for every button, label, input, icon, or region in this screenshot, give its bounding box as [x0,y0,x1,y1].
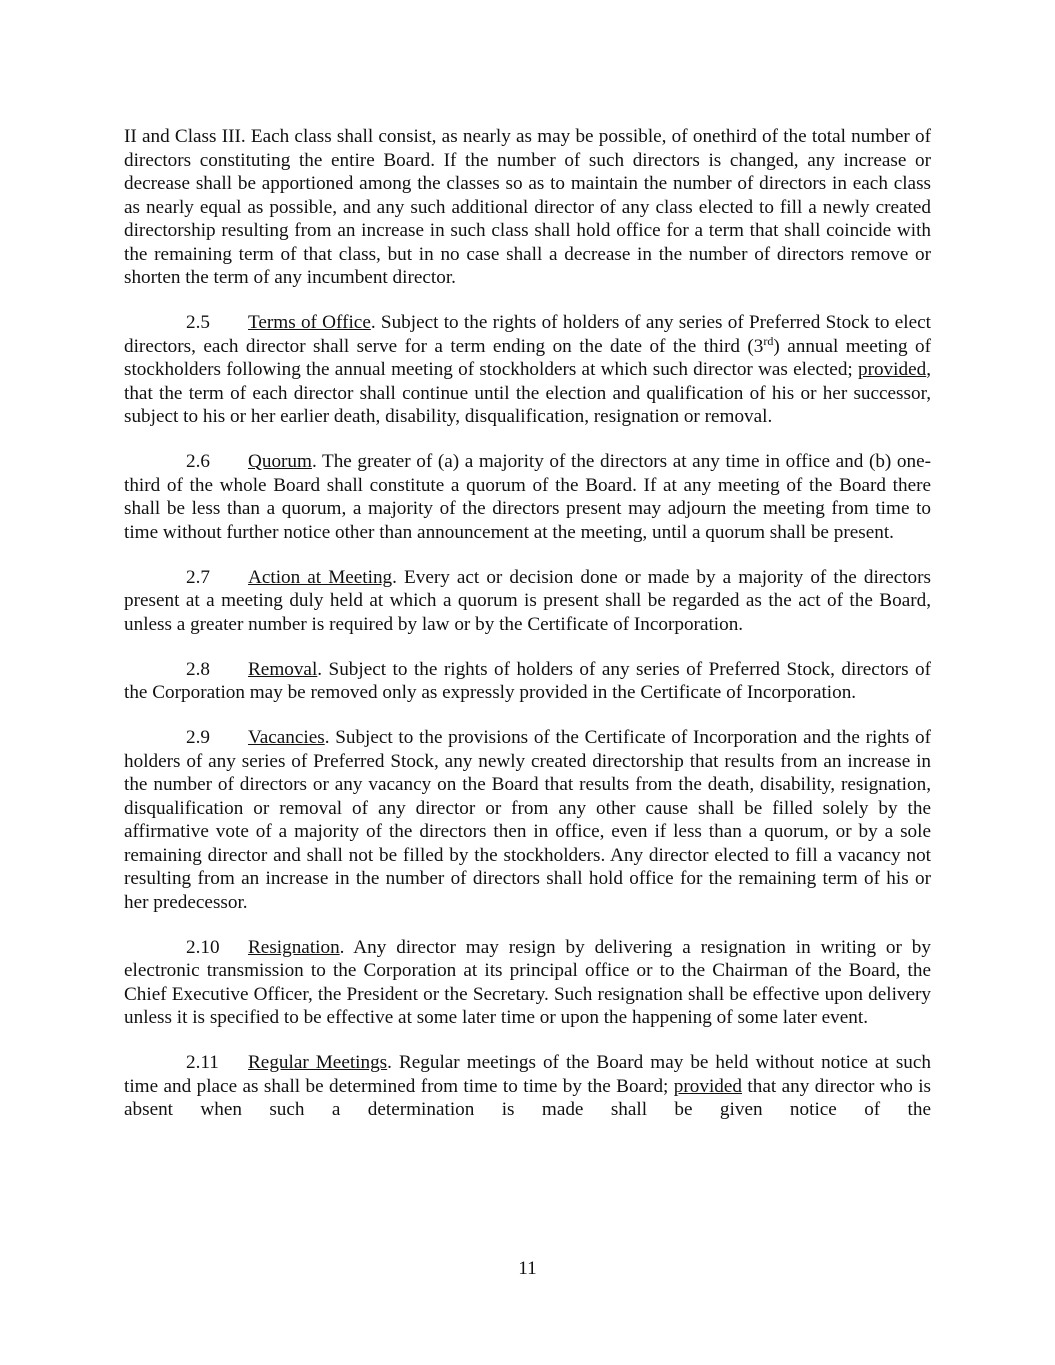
section-number: 2.7 [186,566,210,588]
section-2-6 [124,450,931,544]
section-heading: Vacancies [248,727,325,748]
section-text: that any director who is absent when such a determination is made shall be given notice of the [124,1075,931,1120]
provided-term: provided [857,359,927,380]
section-2-8 [124,658,931,705]
section-2-7 [124,566,931,637]
superscript: rd [763,333,774,348]
page-number: 11 [518,1258,537,1279]
intro-paragraph: II and Class III. Each class shall consist, as nearly as may be possible, of onethird of the total number of directors constituting the entire Board. If the number of such directors is changed, any increase or decrease shall be apportioned among the classes so as to maintain the number of directors in each class as nearly equal as possible, and any such additional director of any class elected to fill a newly created directorship resulting from an increase in such class shall hold office for a term that shall coincide with the remaining term of that class, but in no case shall a decrease in the number of directors remove or shorten the term of any incumbent director. [124,126,931,288]
section-number: 2.5 [186,312,210,333]
section-heading: Removal [248,658,318,680]
section-number: 2.11 [186,1052,219,1073]
section-2-5 [124,311,931,429]
section-number: 2.6 [186,451,210,472]
section-number: 2.10 [186,936,220,958]
section-text: . The greater of (a) a majority of the directors at any time in office and (b) one-third of the whole Board shall constitute a quorum of the Board. If at any meeting of the Board there shall be less than a quorum, a majority of the directors present may adjourn the meeting from time to time without further notice other than announcement at the meeting, until a quorum shall be present. [124,451,931,543]
section-text: . Subject to the rights of holders of any series of Preferred Stock to elect directors, each director shall serve for a term ending on the date of the third (3 [124,312,931,357]
section-text: . Any director may resign by delivering a resignation in writing or by electronic transmission to the Corporation at its principal office or to the Chairman of the Board, the Chief Executive Officer, the President or the Secretary. Such resignation shall be effective upon delivery unless it is specified to be effective at some later time or upon the happening of some later event. [124,936,931,1028]
section-2-11 [124,1051,931,1122]
section-text: . Every act or decision done or made by a majority of the directors present at a meeting duly held at which a quorum is present shall be regarded as the act of the Board, unless a greater number is required by law or by the Certificate of Incorporation. [124,566,932,635]
section-heading: Regular Meetings [248,1052,388,1073]
section-text: ) annual meeting of stockholders following the annual meeting of stockholders at which such director was elected; [124,335,931,380]
section-2-10 [124,936,931,1030]
section-2-9 [124,726,931,914]
section-number: 2.8 [186,658,210,680]
section-number: 2.9 [186,727,210,748]
section-text: , that the term of each director shall continue until the election and qualification of his or her successor, subject to his or her earlier death, disability, disqualification, resignation or removal. [124,359,931,427]
section-text: . Subject to the provisions of the Certificate of Incorporation and the rights of holders of any series of Preferred Stock, any newly created directorship that results from an increase in the number of directors or any vacancy on the Board that results from the death, disability, resignation, disqualification or removal of any director or from any other cause shall be filled solely by the affirmative vote of a majority of the directors then in office, even if less than a quorum, or by a sole remaining director and shall not be filled by the stockholders. Any director elected to fill a vacancy not resulting from an increase in the number of directors shall hold office for the remaining term of his or her predecessor. [124,727,931,913]
document-page [124,125,931,1143]
provided-term: provided [673,1075,743,1097]
section-text: . Regular meetings of the Board may be held without notice at such time and place as shall be determined from time to time by the Board; [124,1052,931,1097]
section-heading: Terms of Office [248,312,371,333]
section-heading: Resignation [248,936,340,958]
section-heading: Action at Meeting [248,566,393,588]
section-heading: Quorum [248,451,312,472]
section-text: . Subject to the rights of holders of any series of Preferred Stock, directors of the Corporation may be removed only as expressly provided in the Certificate of Incorporation. [124,658,931,703]
